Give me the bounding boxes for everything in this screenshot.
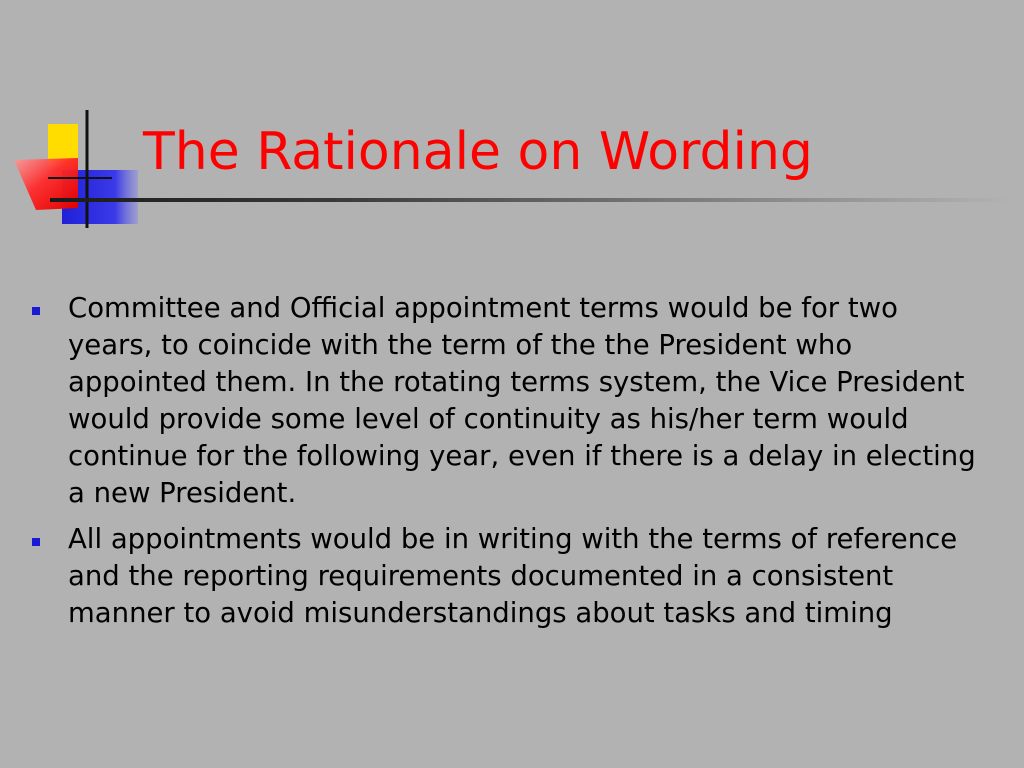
slide-title: The Rationale on Wording <box>143 122 813 182</box>
red-square <box>14 158 78 210</box>
square-bullet-icon <box>32 307 40 315</box>
square-bullet-icon <box>32 538 40 546</box>
bullet-list <box>30 290 990 641</box>
bullet-text: All appointments would be in writing with the terms of reference and the reporting requirements documented in a consistent manner to avoid misunderstandings about tasks and timing <box>68 523 958 629</box>
bullet-item <box>30 521 990 632</box>
decorative-squares-logo <box>0 0 140 240</box>
bullet-item <box>30 290 990 512</box>
bullet-text: Committee and Official appointment terms would be for two years, to coincide with the term of the the President who appointed them. In the rotating terms system, the Vice President would provide some level of continuity as his/her term would continue for the following year, even if there is a delay in electing a new President. <box>68 292 976 509</box>
title-underline <box>50 198 1010 202</box>
